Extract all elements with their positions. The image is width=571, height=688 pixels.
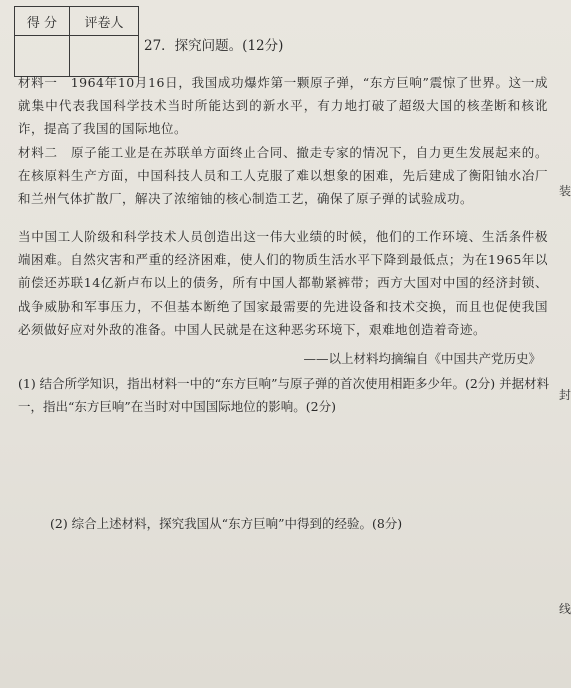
material-source: ——以上材料均摘编自《中国共产党历史》 — [303, 351, 541, 366]
material-two: 材料二 原子能工业是在苏联单方面终止合同、撤走专家的情况下，自力更生发展起来的。在核原料生产方面，中国科技人员和工人克服了难以想象的困难，先后建成了衡阳铀水冶厂和兰州气体扩散厂，解决了浓缩铀的核心制造工艺，确保了原子弹的试验成功。 — [18, 145, 548, 207]
binding-mark-2: 封 — [558, 388, 571, 402]
grader-header: 评卷人 — [70, 7, 139, 36]
material-two-continued: 当中国工人阶级和科学技术人员创造出这一伟大业绩的时候，他们的工作环境、生活条件极端困难。自然灾害和严重的经济困难，使人们的物质生活水平下降到最低点；为在1965年以前偿还苏联14亿新卢布以上的债务，所有中国人都勒紧裤带；西方大国对中国的经济封锁、战争威胁和军事压力，不但基本断绝了国家最需要的先进设备和技术交换，而且也促使我国必须做好应对外敌的准备。中国人民就是在这种恶劣环境下，艰难地创造着奇迹。 — [18, 229, 548, 337]
score-header: 得 分 — [15, 7, 70, 36]
sub-question-2: (2) 综合上述材料，探究我国从“东方巨响”中得到的经验。(8分) — [50, 516, 403, 531]
binding-mark-1: 装 — [558, 184, 571, 198]
binding-mark-3: 线 — [558, 602, 571, 616]
question-title: 27．探究问题。(12分) — [144, 38, 284, 54]
score-table — [14, 6, 139, 77]
material-one: 材料一 1964年10月16日，我国成功爆炸第一颗原子弹，“东方巨响”震惊了世界。这一成就集中代表我国科学技术当时所能达到的新水平，有力地打破了超级大国的核垄断和核讹诈，提高了我国的国际地位。 — [18, 75, 548, 137]
sub-question-1: (1) 结合所学知识，指出材料一中的“东方巨响”与原子弹的首次使用相距多少年。(2分) 并据材料一，指出“东方巨响”在当时对中国国际地位的影响。(2分) — [18, 376, 550, 414]
